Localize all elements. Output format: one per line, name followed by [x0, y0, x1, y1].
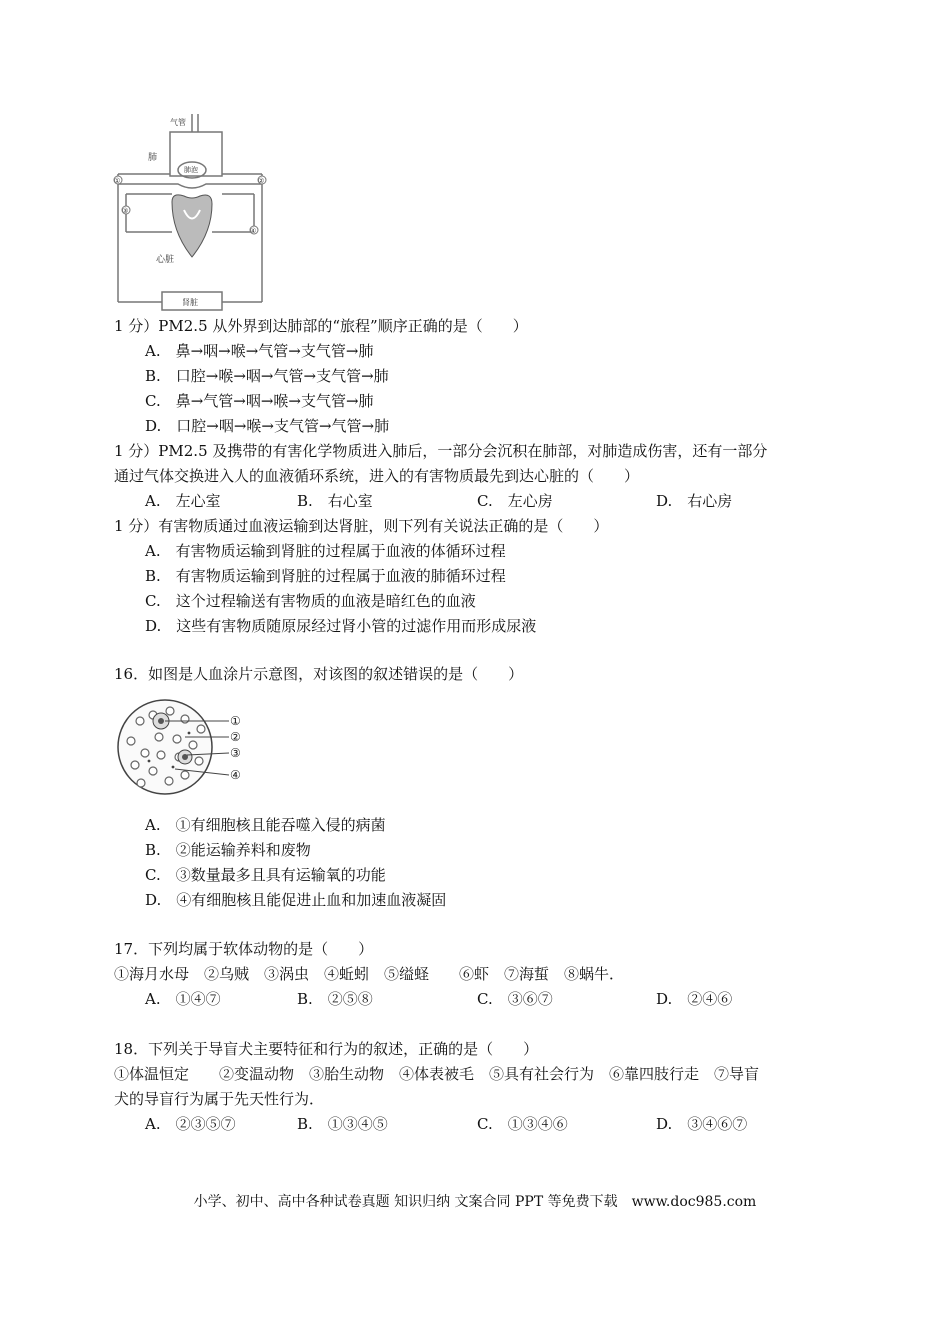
q17-option-b: B. ②⑤⑧	[297, 990, 373, 1008]
marker-2: ②	[258, 177, 265, 185]
smear-label-4: ④	[230, 768, 241, 782]
q16-option-d: D. ④有细胞核且能促进止血和加速血液凝固	[145, 891, 447, 909]
page-footer: 小学、初中、高中各种试卷真题 知识归纳 文案合同 PPT 等免费下载 www.doc985.com	[193, 1194, 757, 1210]
label-kidney: 肾脏	[182, 298, 198, 307]
q18-option-b: B. ①③④⑤	[297, 1115, 388, 1133]
q14-option-c: C. 左心房	[477, 492, 553, 510]
q15-option-c: C. 这个过程输送有害物质的血液是暗红色的血液	[145, 592, 476, 610]
q18-options	[0, 1114, 950, 1134]
q18-list-line1: ①体温恒定 ②变温动物 ③胎生动物 ④体表被毛 ⑤具有社会行为 ⑥靠四肢行走 ⑦导盲	[114, 1065, 760, 1083]
q17-option-c: C. ③⑥⑦	[477, 990, 553, 1008]
q14-option-a: A. 左心室	[145, 492, 221, 510]
q17-list: ①海月水母 ②乌贼 ③涡虫 ④蚯蚓 ⑤缢蛏 ⑥虾 ⑦海蜇 ⑧蜗牛．	[114, 965, 625, 983]
q13-option-c: C. 鼻→气管→咽→喉→支气管→肺	[145, 392, 374, 410]
q13-option-a: A. 鼻→咽→喉→气管→支气管→肺	[145, 342, 374, 360]
q18-stem: 18．下列关于导盲犬主要特征和行为的叙述，正确的是（ ）	[114, 1040, 539, 1058]
marker-1: ①	[114, 177, 121, 185]
q16-option-b: B. ②能运输养料和废物	[145, 841, 311, 859]
label-heart: 心脏	[156, 255, 175, 265]
circulation-diagram	[112, 112, 272, 312]
q18-option-a: A. ②③⑤⑦	[145, 1115, 236, 1133]
q15-option-d: D. 这些有害物质随原尿经过肾小管的过滤作用而形成尿液	[145, 617, 537, 635]
q18-option-c: C. ①③④⑥	[477, 1115, 568, 1133]
q16-option-c: C. ③数量最多且具有运输氧的功能	[145, 866, 386, 884]
q14-options	[0, 491, 950, 511]
q13-option-b: B. 口腔→喉→咽→气管→支气管→肺	[145, 367, 389, 385]
q16-stem: 16．如图是人血涂片示意图，对该图的叙述错误的是（ ）	[114, 665, 524, 683]
q13-stem: 1 分）PM2.5 从外界到达肺部的“旅程”顺序正确的是（ ）	[114, 317, 528, 335]
q17-stem: 17．下列均属于软体动物的是（ ）	[114, 940, 374, 958]
q17-option-a: A. ①④⑦	[145, 990, 221, 1008]
marker-3: ③	[122, 207, 129, 215]
label-trachea: 气管	[170, 118, 186, 127]
q18-option-d: D. ③④⑥⑦	[656, 1115, 748, 1133]
q14-option-d: D. 右心房	[656, 492, 733, 510]
q14-option-b: B. 右心室	[297, 492, 373, 510]
smear-label-3: ③	[230, 746, 241, 760]
blood-smear-diagram	[115, 697, 250, 801]
q15-stem: 1 分）有害物质通过血液运输到达肾脏，则下列有关说法正确的是（ ）	[114, 517, 609, 535]
q14-stem-line1: 1 分）PM2.5 及携带的有害化学物质进入肺后，一部分会沉积在肺部，对肺造成伤害，还有一部分	[114, 442, 768, 460]
q13-option-d: D. 口腔→咽→喉→支气管→气管→肺	[145, 417, 390, 435]
q14-stem-line2: 通过气体交换进入人的血液循环系统，进入的有害物质最先到达心脏的（ ）	[114, 467, 640, 485]
q17-option-d: D. ②④⑥	[656, 990, 733, 1008]
smear-label-2: ②	[230, 730, 241, 744]
marker-4: ④	[250, 227, 257, 235]
q16-option-a: A. ①有细胞核且能吞噬入侵的病菌	[145, 816, 386, 834]
label-lung: 肺	[148, 153, 158, 163]
q18-list-line2: 犬的导盲行为属于先天性行为．	[114, 1090, 325, 1108]
q15-option-a: A. 有害物质运输到肾脏的过程属于血液的体循环过程	[145, 542, 506, 560]
smear-label-1: ①	[230, 714, 241, 728]
q17-options	[0, 989, 950, 1009]
q15-option-b: B. 有害物质运输到肾脏的过程属于血液的肺循环过程	[145, 567, 506, 585]
label-alveoli: 肺泡	[184, 166, 198, 174]
